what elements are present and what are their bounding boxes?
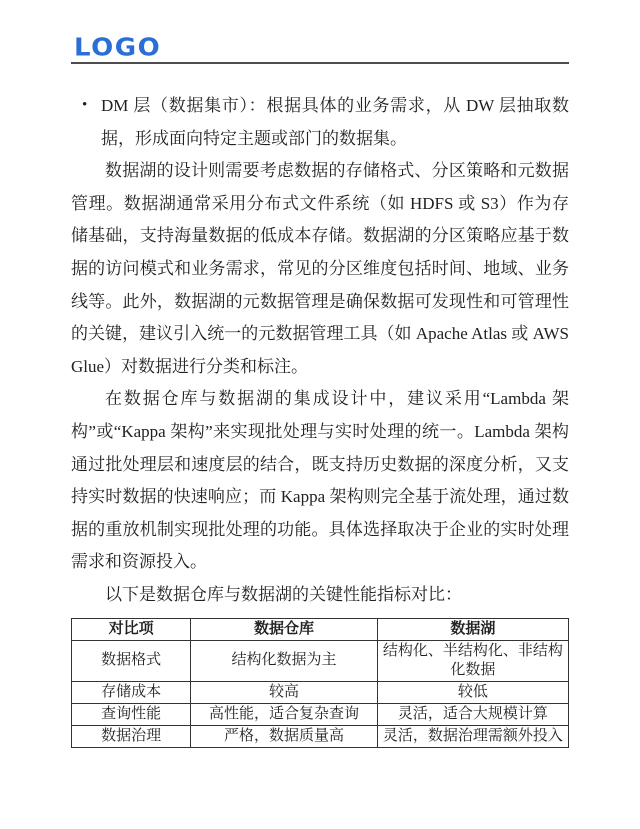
- table-header-lake: 数据湖: [377, 618, 568, 640]
- table-row-data-governance: [72, 725, 569, 747]
- comparison-table: [71, 618, 569, 748]
- bullet-item-text: DM 层（数据集市）：根据具体的业务需求，从 DW 层抽取数据，形成面向特定主题或部门的数据集。: [101, 96, 569, 148]
- table-row-storage-cost: [72, 681, 569, 703]
- table-cell: 结构化、半结构化、非结构化数据: [377, 640, 568, 681]
- document-body: [71, 90, 569, 748]
- table-cell: 较低: [377, 681, 568, 703]
- company-logo: LOGO: [74, 33, 162, 62]
- paragraph-table-intro: 以下是数据仓库与数据湖的关键性能指标对比：: [105, 584, 462, 604]
- header-divider-line: [71, 62, 569, 64]
- table-cell: 灵活，数据治理需额外投入: [377, 725, 568, 747]
- table-cell: 结构化数据为主: [191, 640, 377, 681]
- table-cell: 数据治理: [72, 725, 191, 747]
- table-header-warehouse: 数据仓库: [191, 618, 377, 640]
- table-cell: 数据格式: [72, 640, 191, 681]
- table-row-query-performance: [72, 703, 569, 725]
- page-header: [71, 0, 569, 64]
- table-cell: 较高: [191, 681, 377, 703]
- table-cell: 查询性能: [72, 703, 191, 725]
- bullet-list-item-dm-layer: [71, 90, 569, 155]
- comparison-table-container: [71, 618, 569, 748]
- table-cell: 严格，数据质量高: [191, 725, 377, 747]
- table-cell: 存储成本: [72, 681, 191, 703]
- table-cell: 灵活，适合大规模计算: [377, 703, 568, 725]
- table-header-item: 对比项: [72, 618, 191, 640]
- paragraph-lambda-kappa: 在数据仓库与数据湖的集成设计中，建议采用“Lambda 架构”或“Kappa 架构”来实现批处理与实时处理的统一。Lambda 架构通过批处理层和速度层的结合，既支持历史数据的深度分析，又支持实时数据的快速响应；而 Kappa 架构则完全基于流处理，通过数据的重放机制实现批处理的功能。具体选择取决于企业的实时处理需求和资源投入。: [71, 389, 569, 572]
- bullet-marker-icon: •: [82, 97, 88, 113]
- table-row-data-format: [72, 640, 569, 681]
- table-cell: 高性能，适合复杂查询: [191, 703, 377, 725]
- paragraph-data-lake-design: 数据湖的设计则需要考虑数据的存储格式、分区策略和元数据管理。数据湖通常采用分布式文件系统（如 HDFS 或 S3）作为存储基础，支持海量数据的低成本存储。数据湖的分区策略应基于数据的访问模式和业务需求，常见的分区维度包括时间、地域、业务线等。此外，数据湖的元数据管理是确保数据可发现性和可管理性的关键，建议引入统一的元数据管理工具（如 Apache Atlas 或 AWS Glue）对数据进行分类和标注。: [71, 161, 569, 376]
- table-header-row: [72, 618, 569, 640]
